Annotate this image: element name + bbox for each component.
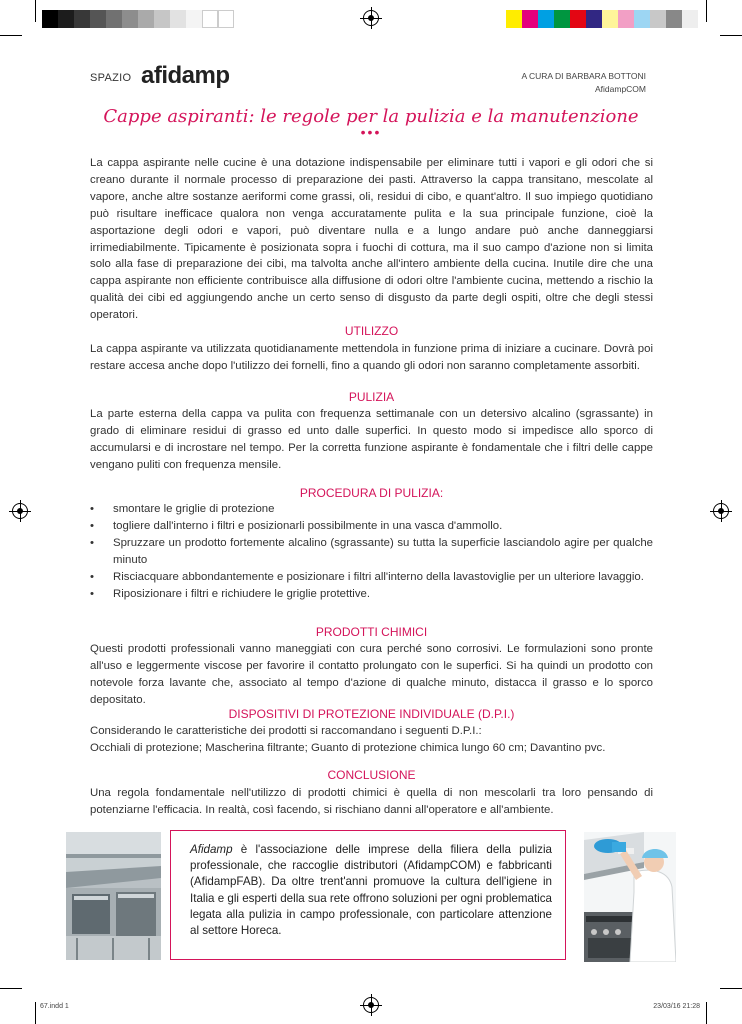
utilizzo-paragraph: La cappa aspirante va utilizzata quotidianamente mettendola in funzione prima di iniziare a cucinare. Dovrà poi restare accesa anche dopo l'utilizzo dei fornelli, fino a quando gli odori non saranno completamente assorbiti. xyxy=(90,343,653,372)
color-bar xyxy=(506,10,698,28)
crop-mark xyxy=(35,0,36,22)
title-ornament: ••• xyxy=(360,124,382,140)
registration-mark-right xyxy=(713,503,729,519)
prodotti-paragraph: Questi prodotti professionali vanno maneggiati con cura perché sono corrosivi. Le formulazioni sono pronte all'uso e leggermente viscose per favorire il contatto prolungato con le superfici. Si ha quindi un prodotto con notevole forza lavante che, associato al tempo d'azione di qualche minuto, distacca il grasso e lo sporco depositato. xyxy=(90,643,653,706)
crop-mark xyxy=(0,35,22,36)
list-item: • Riposizionare i filtri e richiudere le griglie protettive. xyxy=(90,586,653,603)
registration-mark-top xyxy=(363,10,379,26)
heading-utilizzo: UTILIZZO xyxy=(344,324,399,338)
author-org: AfidampCOM xyxy=(594,84,646,94)
afidamp-logo: afidamp xyxy=(141,62,230,89)
crop-mark xyxy=(720,988,742,989)
list-item: • smontare le griglie di protezione xyxy=(90,501,653,518)
registration-mark-bottom xyxy=(363,997,379,1013)
list-item: • Risciacquare abbondantemente e posizionare i filtri all'interno della lavastoviglie per un ulteriore lavaggio. xyxy=(90,569,653,586)
registration-mark-left xyxy=(12,503,28,519)
dpi-line-1: Considerando le caratteristiche dei prodotti si raccomandano i seguenti D.P.I.: xyxy=(90,725,482,737)
crop-mark xyxy=(720,35,742,36)
heading-pulizia: PULIZIA xyxy=(348,390,395,404)
afidamp-info-text xyxy=(190,842,552,939)
list-item: • Spruzzare un prodotto fortemente alcalino (sgrassante) su tutta la superficie lasciandolo agire per qualche minuto xyxy=(90,535,653,569)
dpi-line-2: Occhiali di protezione; Mascherina filtrante; Guanto di protezione chimica lungo 60 cm; Davantino pvc. xyxy=(90,742,606,754)
afidampfab-name: AfidampFAB xyxy=(193,875,259,889)
file-slug: 67.indd 1 xyxy=(40,1003,69,1010)
crop-mark xyxy=(35,1002,36,1024)
box-text-part: è l'associazione delle imprese della filiera della pulizia professionale, che raccoglie distributori ( xyxy=(190,843,552,873)
spazio-label: SPAZIO xyxy=(90,72,132,84)
crop-mark xyxy=(706,0,707,22)
afidampcom-name: AfidampCOM xyxy=(407,859,477,873)
intro-paragraph: La cappa aspirante nelle cucine è una dotazione indispensabile per eliminare tutti i vapori e gli odori che si creano durante il normale processo di preparazione dei pasti. Attraverso la cappa transitano, mescolate al vapore, anche altre sostanze aeriformi come grassi, oli, residui di cibo, e quant'altro. Il suo impiego quotidiano può risultare inefficace qualora non venga accuratamente pulita e la sua principale funzione, cioè la asportazione degli odori e vapori, può diventare nulla e a lungo andare può anche danneggiarsi irrimediabilmente. Tipicamente è posizionata sopra i fuochi di cottura, ma il suo campo d'azione non si limita solo alla fase di preparazione dei cibi, ma talvolta anche all'intero ambiente della cucina. Inutile dire che una cappa aspirante non efficiente contribuisce alla diffusione di odori oltre l'ambiente cucina, mettendo a rischio la qualità dei cibi ed aggiungendo anche un certo senso di disgusto da parte degli ospiti, oltre che degli stessi operatori. xyxy=(90,157,653,322)
heading-conclusione: CONCLUSIONE xyxy=(327,768,416,782)
article-title: Cappe aspiranti: le regole per la pulizia e la manutenzione xyxy=(103,106,639,127)
author-credit xyxy=(521,70,646,96)
conclusione-paragraph: Una regola fondamentale nell'utilizzo di prodotti chimici è quella di non mescolarli tra loro pensando di potenziarne l'efficacia. In realtà, così facendo, si rischiano danni all'operatore e all'ambiente. xyxy=(90,787,653,816)
grayscale-bar xyxy=(42,10,234,28)
box-text-part: ). Da oltre trent'anni promuove la cultura dell'igiene in Italia e gli esperti della sua rete offrono soluzioni per ogni problematica legata alla pulizia in campo professionale, con particolare attenzione al settore Horeca. xyxy=(190,875,552,938)
print-timestamp: 23/03/16 21:28 xyxy=(653,1003,700,1010)
cleaning-worker-photo xyxy=(584,832,676,962)
box-text-part: ) e fabbricanti ( xyxy=(190,859,553,889)
list-item: • togliere dall'interno i filtri e posizionarli possibilmente in una vasca d'ammollo. xyxy=(90,518,653,535)
pulizia-paragraph: La parte esterna della cappa va pulita con frequenza settimanale con un detersivo alcalino (sgrassante) in grado di eliminare residui di grasso ed unto dalle superfici. In questo modo si impedisce allo sporco di accumularsi e di incrostare nel tempo. Per la corretta funzione aspirante è fondamentale che i filtri delle cappe vengano puliti con frequenza mensile. xyxy=(90,408,653,471)
procedura-list-container xyxy=(90,501,653,602)
heading-procedura: PROCEDURA DI PULIZIA: xyxy=(299,486,444,500)
crop-mark xyxy=(706,1002,707,1024)
heading-prodotti: PRODOTTI CHIMICI xyxy=(315,625,428,639)
procedura-list xyxy=(90,501,653,602)
afidamp-name: Afidamp xyxy=(190,843,233,856)
author-line: A CURA DI BARBARA BOTTONI xyxy=(521,71,646,81)
kitchen-hood-photo xyxy=(66,832,161,960)
crop-mark xyxy=(0,988,22,989)
heading-dpi: DISPOSITIVI DI PROTEZIONE INDIVIDUALE (D.P.I.) xyxy=(228,707,515,721)
